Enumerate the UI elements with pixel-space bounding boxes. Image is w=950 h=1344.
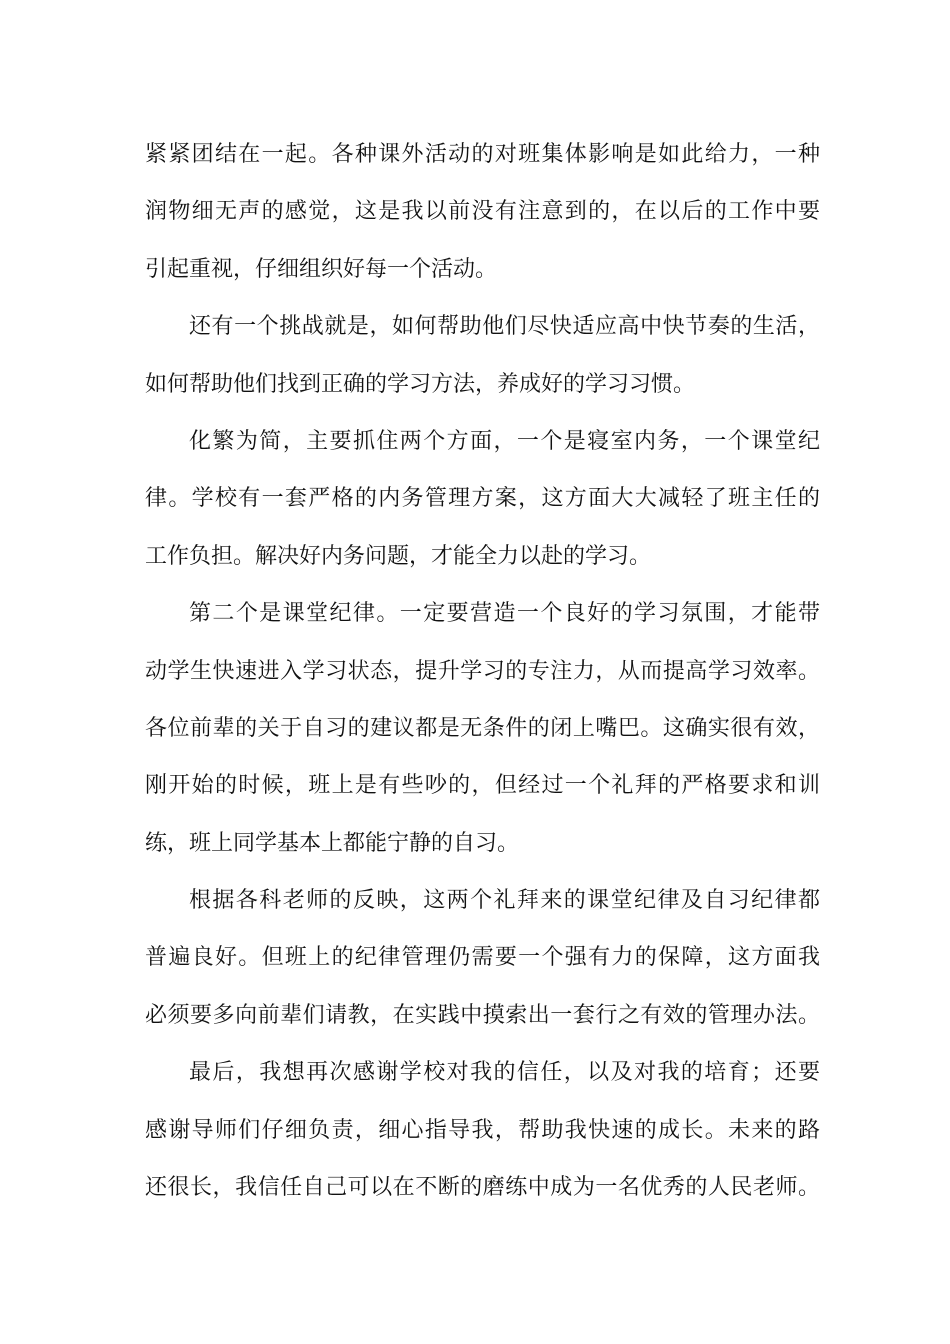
text-line: 化繁为简，主要抓住两个方面，一个是寝室内务，一个课堂纪 [189,428,820,454]
text-line: 引起重视，仔细组织好每一个活动。 [145,256,498,282]
text-line: 律。学校有一套严格的内务管理方案，这方面大大减轻了班主任的 [145,486,820,512]
text-line: 根据各科老师的反映，这两个礼拜来的课堂纪律及自习纪律都 [189,888,820,914]
text-line: 感谢导师们仔细负责，细心指导我，帮助我快速的成长。未来的路 [145,1117,820,1143]
text-line: 第二个是课堂纪律。一定要营造一个良好的学习氛围，才能带 [189,601,820,627]
text-line: 最后，我想再次感谢学校对我的信任，以及对我的培育；还要 [189,1060,820,1086]
text-line: 普遍良好。但班上的纪律管理仍需要一个强有力的保障，这方面我 [145,945,820,971]
text-line: 如何帮助他们找到正确的学习方法，养成好的学习习惯。 [145,371,696,397]
text-line: 必须要多向前辈们请教，在实践中摸索出一套行之有效的管理办法。 [145,1002,820,1028]
text-line: 动学生快速进入学习状态，提升学习的专注力，从而提高学习效率。 [145,658,820,684]
text-line: 工作负担。解决好内务问题，才能全力以赴的学习。 [145,543,652,569]
text-line: 润物细无声的感觉，这是我以前没有注意到的，在以后的工作中要 [145,199,820,225]
text-line: 各位前辈的关于自习的建议都是无条件的闭上嘴巴。这确实很有效， [145,715,820,741]
text-line: 刚开始的时候，班上是有些吵的，但经过一个礼拜的严格要求和训 [145,773,820,799]
text-line: 还很长，我信任自己可以在不断的磨练中成为一名优秀的人民老师。 [145,1175,820,1201]
body-text [145,126,820,1216]
text-line: 还有一个挑战就是，如何帮助他们尽快适应高中快节奏的生活， [189,314,820,340]
text-line: 紧紧团结在一起。各种课外活动的对班集体影响是如此给力，一种 [145,142,820,167]
text-line: 练，班上同学基本上都能宁静的自习。 [145,830,520,856]
